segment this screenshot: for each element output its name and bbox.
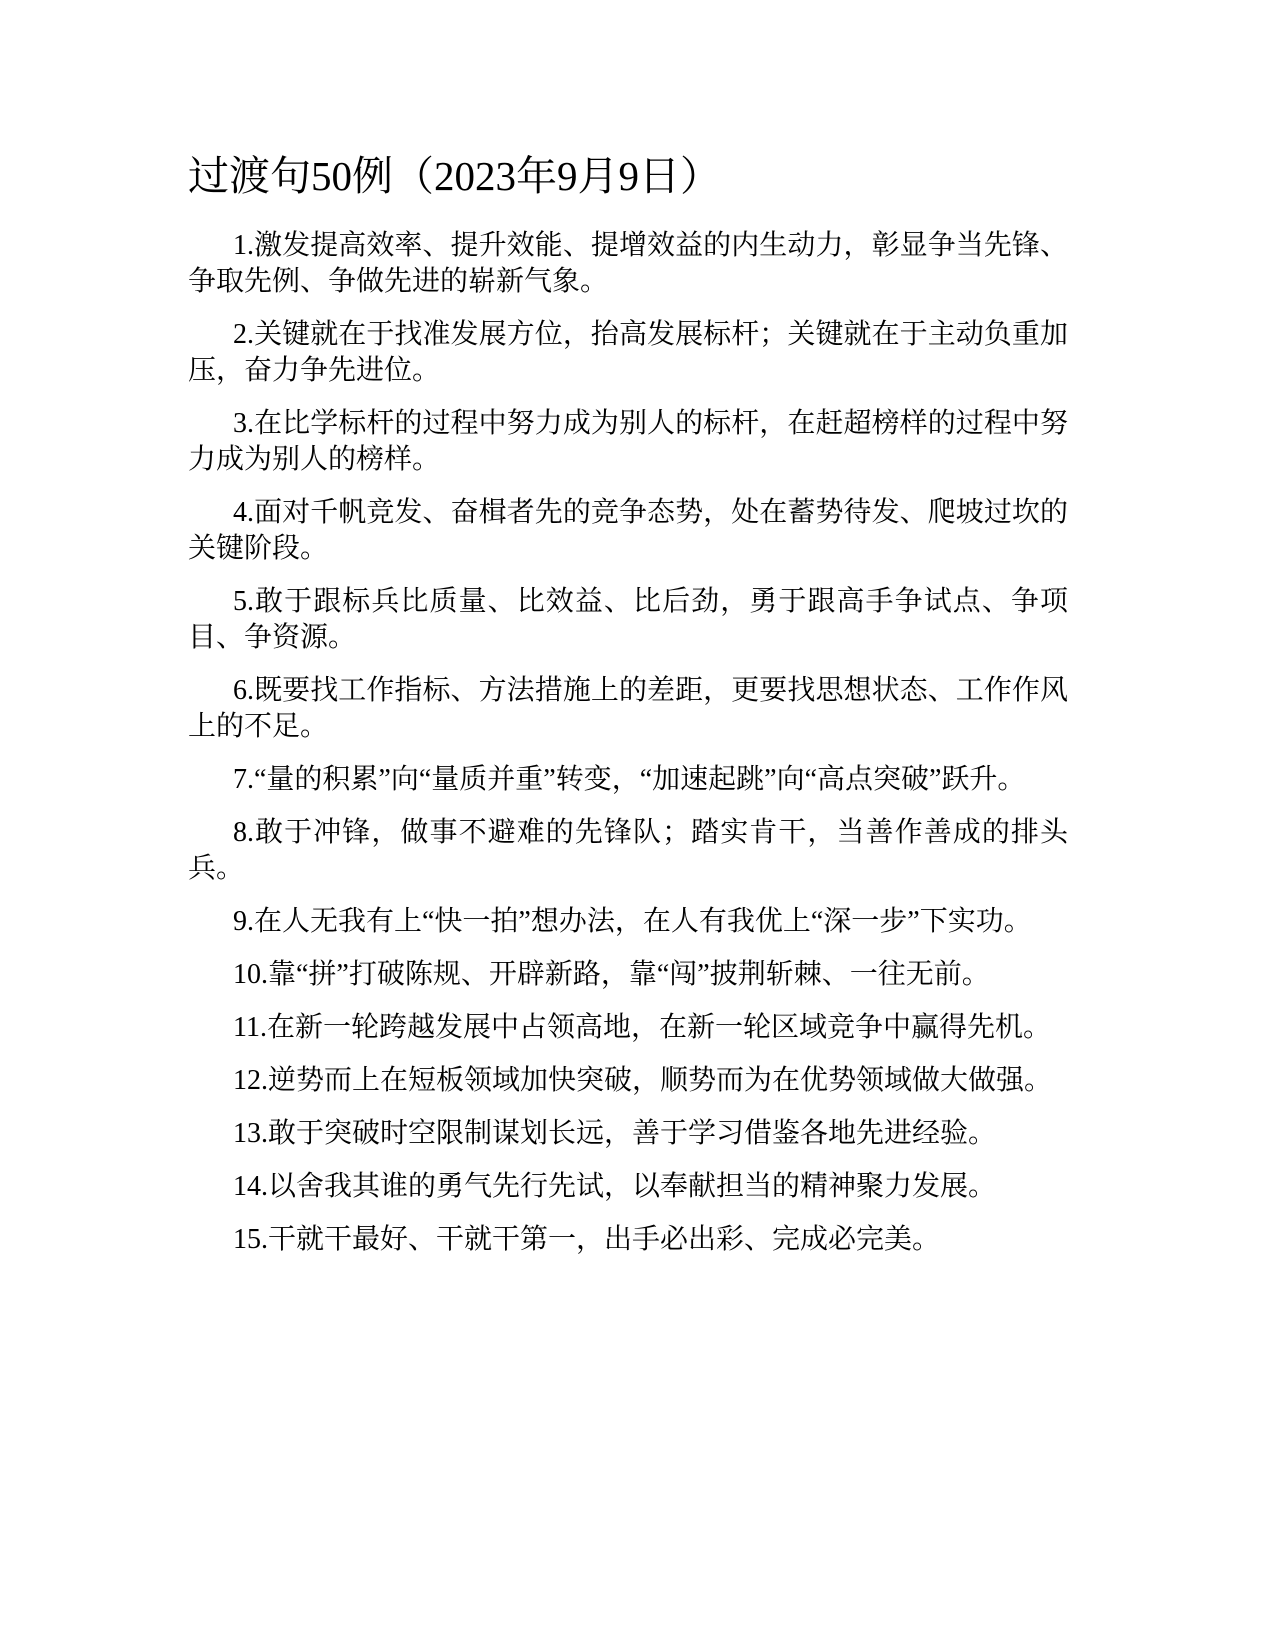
paragraph-6: 6.既要找工作指标、方法措施上的差距，更要找思想状态、工作作风上的不足。 <box>188 675 1068 742</box>
paragraph-11: 11.在新一轮跨越发展中占领高地，在新一轮区域竞争中赢得先机。 <box>233 1012 1051 1043</box>
paragraph-4: 4.面对千帆竞发、奋楫者先的竞争态势，处在蓄势待发、爬坡过坎的关键阶段。 <box>188 497 1068 564</box>
document-body <box>188 228 1068 1275</box>
document-title: 过渡句50例（2023年9月9日） <box>188 153 721 199</box>
paragraph-12: 12.逆势而上在短板领域加快突破，顺势而为在优势领域做大做强。 <box>233 1065 1053 1096</box>
paragraph-10: 10.靠“拼”打破陈规、开辟新路，靠“闯”披荆斩棘、一往无前。 <box>233 959 990 990</box>
paragraph-13: 13.敢于突破时空限制谋划长远，善于学习借鉴各地先进经验。 <box>233 1118 997 1149</box>
paragraph-3: 3.在比学标杆的过程中努力成为别人的标杆，在赶超榜样的过程中努力成为别人的榜样。 <box>188 408 1068 475</box>
paragraph-8: 8.敢于冲锋，做事不避难的先锋队；踏实肯干，当善作善成的排头兵。 <box>188 817 1068 884</box>
paragraph-1: 1.激发提高效率、提升效能、提增效益的内生动力，彰显争当先锋、争取先例、争做先进的崭新气象。 <box>188 230 1068 297</box>
paragraph-15: 15.干就干最好、干就干第一，出手必出彩、完成必完美。 <box>233 1224 941 1255</box>
paragraph-5: 5.敢于跟标兵比质量、比效益、比后劲，勇于跟高手争试点、争项目、争资源。 <box>188 586 1068 653</box>
paragraph-14: 14.以舍我其谁的勇气先行先试，以奉献担当的精神聚力发展。 <box>233 1171 997 1202</box>
paragraph-7: 7.“量的积累”向“量质并重”转变，“加速起跳”向“高点突破”跃升。 <box>233 764 1026 795</box>
paragraph-2: 2.关键就在于找准发展方位，抬高发展标杆；关键就在于主动负重加压，奋力争先进位。 <box>188 319 1068 386</box>
paragraph-9: 9.在人无我有上“快一拍”想办法，在人有我优上“深一步”下实功。 <box>233 906 1032 937</box>
